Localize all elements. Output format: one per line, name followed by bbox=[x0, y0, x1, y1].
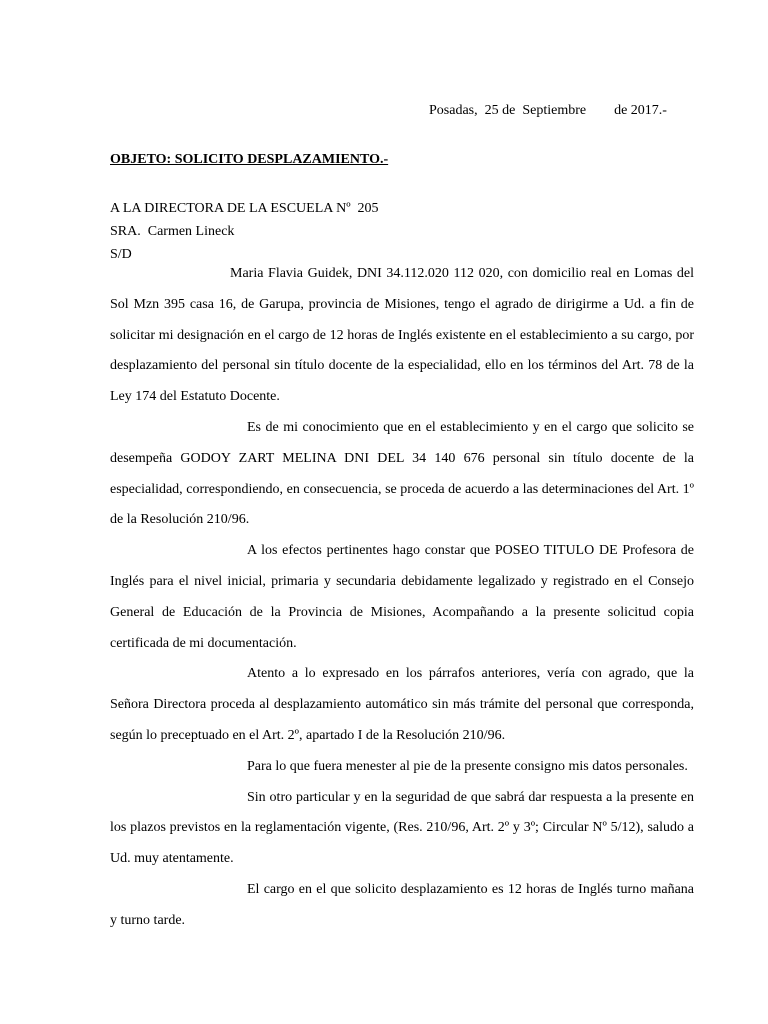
recipient-line-school: A LA DIRECTORA DE LA ESCUELA Nº 205 bbox=[110, 201, 379, 216]
paragraph-personal-data: Para lo que fuera menester al pie de la presente consigno mis datos personales. bbox=[247, 758, 688, 774]
paragraph-request: Atento a lo expresado en los párrafos anteriores, vería con agrado, que la Señora Directora proceda al desplazamiento automático sin más trámite del personal que corresponda, según lo preceptuado en el Art. 2º, apartado I de la Resolución 210/96. bbox=[110, 666, 694, 743]
paragraph-introduction: Maria Flavia Guidek, DNI 34.112.020 112 020, con domicilio real en Lomas del Sol Mzn 395 casa 16, de Garupa, provincia de Misiones, tengo el agrado de dirigirme a Ud. a fin de solicitar mi designación en el cargo de 12 horas de Inglés existente en el establecimiento a su cargo, por desplazamiento del personal sin título docente de la especialidad, ello en los términos del Art. 78 de la Ley 174 del Estatuto Docente. bbox=[110, 266, 694, 405]
subject-heading: OBJETO: SOLICITO DESPLAZAMIENTO.- bbox=[110, 152, 389, 167]
paragraph-closing: Sin otro particular y en la seguridad de que sabrá dar respuesta a la presente en los plazos previstos en la reglamentación vigente, (Res. 210/96, Art. 2º y 3º; Circular Nº 5/12), saludo a Ud. muy atentamente. bbox=[110, 789, 694, 867]
date-line: Posadas, 25 de Septiembre de 2017.- bbox=[429, 103, 667, 118]
recipient-block bbox=[110, 197, 379, 266]
letter-body bbox=[110, 259, 694, 937]
paragraph-current-holder: Es de mi conocimiento que en el establecimiento y en el cargo que solicito se desempeña GODOY ZART MELINA DNI DEL 34 140 676 personal sin título docente de la especialidad, correspondiendo, en consecuencia, se proceda de acuerdo a las determinaciones del Art. 1º de la Resolución 210/96. bbox=[110, 419, 694, 528]
paragraph-qualification: A los efectos pertinentes hago constar que POSEO TITULO DE Profesora de Inglés para el nivel inicial, primaria y secundaria debidamente legalizado y registrado en el Consejo General de Educación de la Provincia de Misiones, Acompañando a la presente solicitud copia certificada de mi documentación. bbox=[110, 543, 694, 651]
recipient-line-name: SRA. Carmen Lineck bbox=[110, 224, 235, 239]
document-page bbox=[110, 0, 694, 1024]
paragraph-position: El cargo en el que solicito desplazamiento es 12 horas de Inglés turno mañana y turno tarde. bbox=[110, 881, 694, 928]
recipient-line-sd: S/D bbox=[110, 247, 132, 262]
